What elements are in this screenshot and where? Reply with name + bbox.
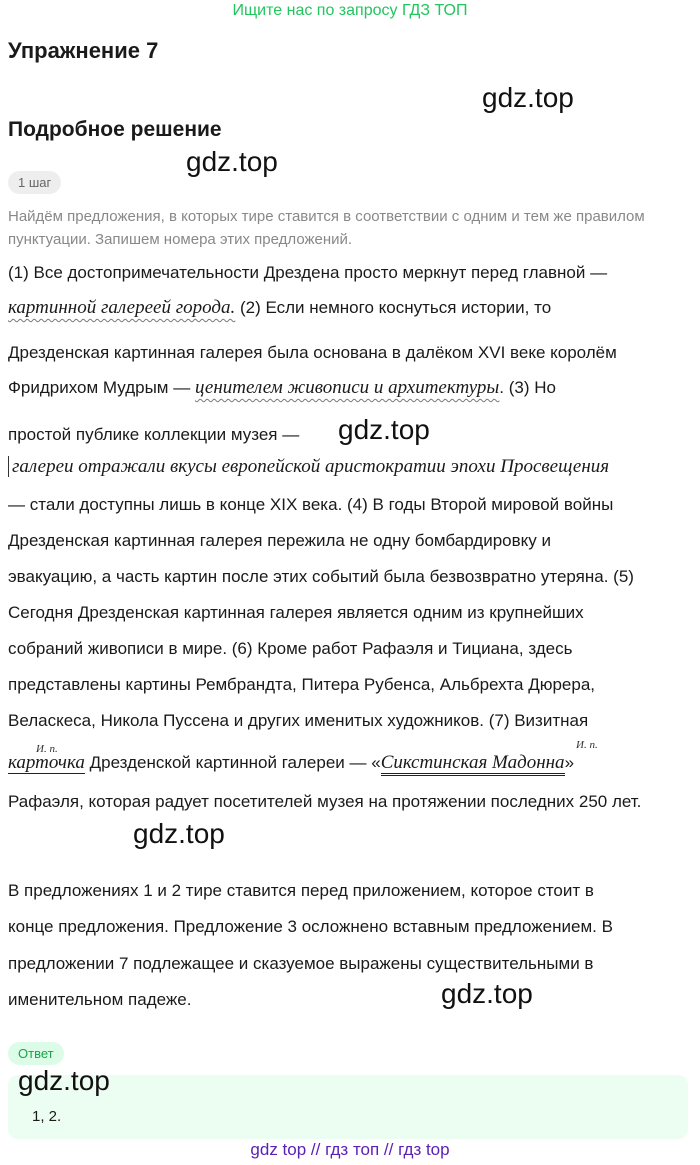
text-line: — стали доступны лишь в конце XIX века. (4) В годы Второй мировой войны — [8, 495, 614, 514]
explanation-line: предложении 7 подлежащее и сказуемое выражены существительными в — [8, 954, 594, 973]
text-fragment: Дрезденской картинной галереи — « — [84, 753, 381, 772]
text-line: Дрезденская картинная галерея пережила не одну бомбардировку и — [8, 531, 551, 550]
text-line: представлены картины Рембрандта, Питера Рубенса, Альбрехта Дюрера, — [8, 675, 595, 694]
solution-heading: Подробное решение — [8, 118, 222, 141]
text-line — [8, 377, 556, 399]
watermark: gdz.top — [186, 146, 278, 177]
text-line — [8, 456, 700, 478]
watermark: gdz.top — [441, 978, 533, 1009]
explanation-line: конце предложения. Предложение 3 осложнено вставным предложением. В — [8, 917, 613, 936]
predicate-underline: Сикстинская Мадонна — [381, 752, 565, 776]
apposition-underline: картинной галереей города. — [8, 297, 236, 318]
text-line: собраний живописи в мире. (6) Кроме работ Рафаэля и Тициана, здесь — [8, 639, 573, 658]
watermark: gdz.top — [482, 82, 574, 113]
explanation-line: В предложениях 1 и 2 тире ставится перед приложением, которое стоит в — [8, 881, 594, 900]
footer-links[interactable]: gdz top // гдз топ // гдз top — [250, 1140, 450, 1159]
inserted-clause: галереи отражали вкусы европейской аристократии эпохи Просвещения — [8, 456, 609, 477]
text-line — [8, 297, 551, 319]
text-line: эвакуацию, а часть картин после этих событий была безвозвратно утеряна. (5) — [8, 567, 634, 586]
promo-banner[interactable]: Ищите нас по запросу ГДЗ ТОП — [232, 2, 468, 19]
text-line: простой публике коллекции музея — — [8, 425, 300, 444]
explanation-line: именительном падеже. — [8, 990, 192, 1009]
case-mark: И. п. — [36, 743, 58, 755]
text-line — [8, 752, 574, 774]
answer-chip: Ответ — [8, 1042, 64, 1065]
text-line: Сегодня Дрезденская картинная галерея является одним из крупнейших — [8, 603, 584, 622]
text-line: Рафаэля, которая радует посетителей музея на протяжении последних 250 лет. — [8, 792, 642, 811]
apposition-underline: ценителем живописи и архитектуры — [194, 377, 500, 398]
watermark: gdz.top — [18, 1065, 110, 1096]
text-fragment: (2) Если немного коснуться истории, то — [235, 298, 552, 317]
text-line: Веласкеса, Никола Пуссена и других именитых художников. (7) Визитная — [8, 711, 589, 730]
text-fragment: Фридрихом Мудрым — — [8, 378, 195, 397]
subject-underline: карточка — [8, 752, 85, 773]
exercise-title: Упражнение 7 — [8, 38, 159, 63]
text-line: Дрезденская картинная галерея была основана в далёком XVI веке королём — [8, 343, 617, 362]
text-fragment: . (3) Но — [499, 378, 556, 397]
case-mark: И. п. — [576, 739, 598, 751]
answer-text: 1, 2. — [32, 1108, 62, 1125]
text-line: (1) Все достопримечательности Дрездена просто меркнут перед главной — — [8, 263, 608, 282]
text-fragment: » — [564, 753, 575, 772]
answer-box — [8, 1075, 688, 1139]
watermark: gdz.top — [133, 818, 225, 849]
watermark: gdz.top — [338, 414, 430, 445]
instruction-text: Найдём предложения, в которых тире ставится в соответствии с одним и тем же правилом пунктуации. Запишем номера этих предложений. — [8, 208, 645, 248]
step-chip: 1 шаг — [8, 171, 61, 194]
